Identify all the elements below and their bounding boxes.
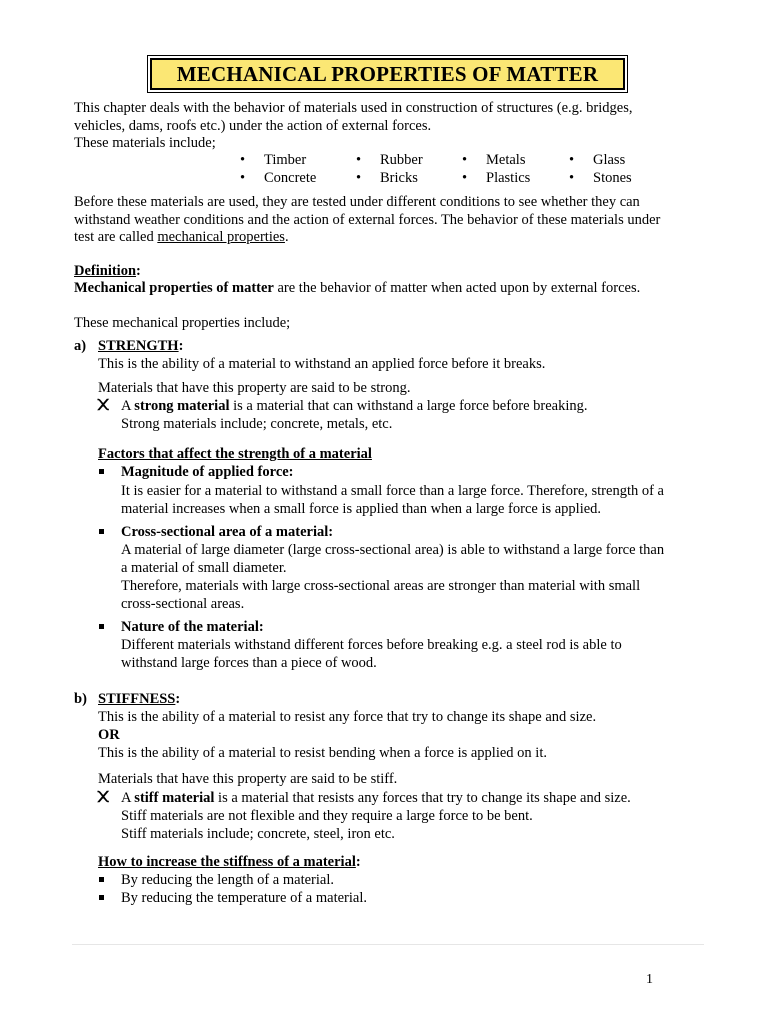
factor-1-title: Magnitude of applied force: <box>121 464 294 480</box>
intro-line-1: This chapter deals with the behavior of materials used in construction of structures (e.g. bridges, <box>74 100 633 116</box>
square-bullet-icon <box>99 624 104 629</box>
strength-heading <box>98 337 183 355</box>
list-item: • Stones <box>569 169 632 187</box>
wingding-star-icon: ᙭ <box>97 398 110 414</box>
stiffness-desc-2: This is the ability of a material to resist bending when a force is applied on it. <box>98 745 547 761</box>
definition-term: Mechanical properties of matter <box>74 280 274 296</box>
include-line: These mechanical properties include; <box>74 315 291 331</box>
wingding-star-icon: ᙭ <box>97 790 110 806</box>
definition-colon: : <box>136 263 141 279</box>
square-bullet-icon <box>99 529 104 534</box>
stiffness-def-rest: is a material that resists any forces that try to change its shape and size. <box>214 790 631 806</box>
strength-desc: This is the ability of a material to withstand an applied force before it breaks. <box>98 356 546 372</box>
list-item: • Rubber <box>356 151 423 169</box>
stiffness-examples: Stiff materials include; concrete, steel, iron etc. <box>121 826 395 842</box>
factor-1-line-1: It is easier for a material to withstand a small force than a large force. Therefore, strength of a <box>121 483 664 499</box>
strength-label: a) <box>74 338 87 354</box>
stiffness-not-flexible: Stiff materials are not flexible and they require a large force to be bent. <box>121 808 533 824</box>
definition-rest: are the behavior of matter when acted upon by external forces. <box>273 280 641 296</box>
materials-col-2 <box>356 151 423 187</box>
definition-heading <box>74 262 141 280</box>
stiffness-heading <box>98 690 180 708</box>
testing-line-2: withstand weather conditions and the action of external forces. The behavior of these materials under <box>74 212 661 228</box>
factor-2-line-2: a material of small diameter. <box>121 560 287 576</box>
how-item-1: By reducing the length of a material. <box>121 872 334 888</box>
definition-heading-text: Definition <box>74 263 137 279</box>
testing-text: test are called <box>74 229 158 245</box>
mechanical-properties-term: mechanical properties <box>157 229 285 245</box>
stiffness-def-term: stiff material <box>134 790 215 806</box>
how-colon: : <box>355 854 361 870</box>
strength-heading-text: STRENGTH <box>98 338 179 354</box>
title-banner <box>150 58 625 90</box>
stiffness-colon: : <box>175 691 181 707</box>
testing-period: . <box>284 229 289 245</box>
square-bullet-icon <box>99 895 104 900</box>
testing-line-3 <box>74 228 289 246</box>
factor-2-title: Cross-sectional area of a material: <box>121 524 334 540</box>
square-bullet-icon <box>99 469 104 474</box>
list-item: • Metals <box>462 151 530 169</box>
stiffness-said: Materials that have this property are said to be stiff. <box>98 771 398 787</box>
factors-heading: Factors that affect the strength of a material <box>98 446 372 462</box>
factor-2-line-3: Therefore, materials with large cross-sectional areas are stronger than material with small <box>121 578 641 594</box>
list-item: • Concrete <box>240 169 316 187</box>
materials-col-3 <box>462 151 530 187</box>
strength-colon: : <box>178 338 184 354</box>
strength-said: Materials that have this property are said to be strong. <box>98 380 411 396</box>
list-item: • Plastics <box>462 169 530 187</box>
factor-3-line-1: Different materials withstand different forces before breaking e.g. a steel rod is able to <box>121 637 622 653</box>
materials-col-4 <box>569 151 632 187</box>
footer-divider <box>72 944 704 945</box>
factor-3-title: Nature of the material: <box>121 619 264 635</box>
materials-col-1 <box>240 151 316 187</box>
factor-2-line-1: A material of large diameter (large cross-sectional area) is able to withstand a large force than <box>121 542 665 558</box>
how-heading-text: How to increase the stiffness of a material <box>98 854 356 870</box>
stiffness-or: OR <box>98 727 120 743</box>
stiffness-heading-text: STIFFNESS <box>98 691 176 707</box>
stiffness-label: b) <box>74 691 87 707</box>
factor-1-line-2: material increases when a small force is applied than when a large force is applied. <box>121 501 602 517</box>
stiffness-def-a: A <box>121 790 135 806</box>
strength-def-a: A <box>121 398 135 414</box>
strength-def <box>121 397 588 415</box>
stiffness-desc-1: This is the ability of a material to resist any force that try to change its shape and size. <box>98 709 597 725</box>
list-item: • Timber <box>240 151 316 169</box>
page-number: 1 <box>646 972 653 987</box>
strength-def-rest: is a material that can withstand a large force before breaking. <box>229 398 588 414</box>
intro-line-3: These materials include; <box>74 135 216 151</box>
intro-line-2: vehicles, dams, roofs etc.) under the action of external forces. <box>74 118 432 134</box>
how-item-2: By reducing the temperature of a material. <box>121 890 367 906</box>
definition-text <box>74 279 640 297</box>
strength-def-term: strong material <box>134 398 230 414</box>
page-title: MECHANICAL PROPERTIES OF MATTER <box>176 61 599 86</box>
how-heading <box>98 853 361 871</box>
strength-examples: Strong materials include; concrete, metals, etc. <box>121 416 393 432</box>
stiffness-def <box>121 789 631 807</box>
square-bullet-icon <box>99 877 104 882</box>
testing-line-1: Before these materials are used, they are tested under different conditions to see whether they can <box>74 194 640 210</box>
factor-2-line-4: cross-sectional areas. <box>121 596 245 612</box>
list-item: • Glass <box>569 151 632 169</box>
factor-3-line-2: withstand large forces than a piece of wood. <box>121 655 377 671</box>
list-item: • Bricks <box>356 169 423 187</box>
